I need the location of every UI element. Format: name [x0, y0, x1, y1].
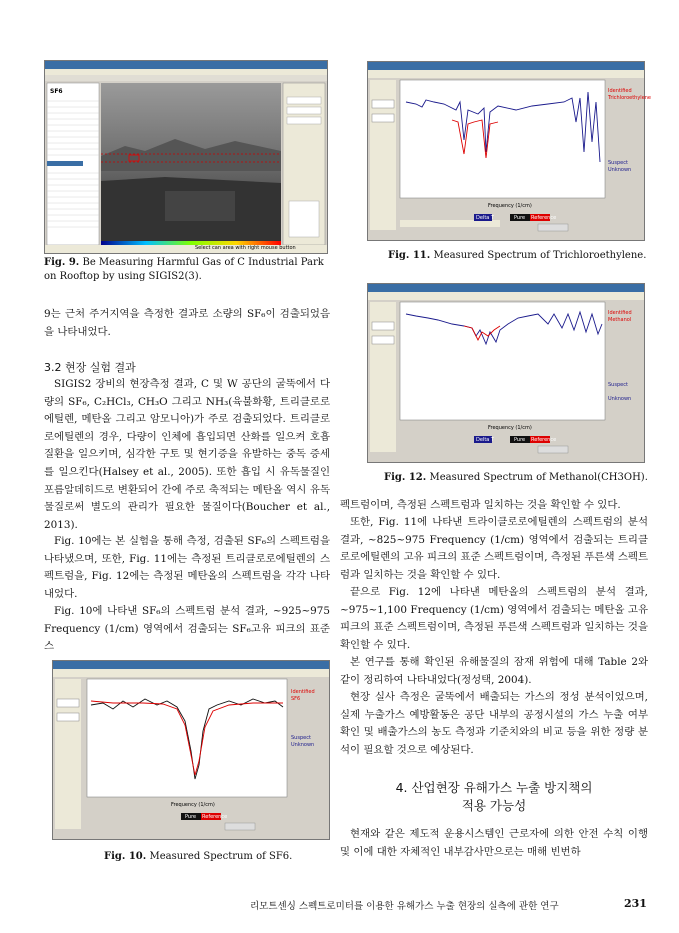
spectrum-window-graphic [53, 661, 329, 839]
reference-label: Reference [202, 814, 228, 820]
figure-9-screenshot [44, 60, 328, 254]
caption-label: Fig. 9. [44, 257, 80, 268]
spectrum-window-graphic [368, 284, 644, 462]
identified-compound: SF6 [291, 696, 301, 702]
suspect-label: Suspect [608, 382, 628, 388]
figure-12-screenshot [367, 283, 645, 463]
x-axis-label: Frequency (1/cm) [171, 802, 215, 808]
identified-label: Identified [291, 689, 315, 695]
right-paragraph-5: 현장 실사 측정은 굴뚝에서 배출되는 가스의 정성 분석이었으며, 실제 누출가스 예방활동은 공단 내부의 공정시설의 가스 누출 여부 확인 및 배출가스의 농도 측정과 기준치와의 비교 등을 위한 정량 분석이 필요할 것으로 예상된다. [340, 691, 648, 756]
right-paragraph-3: 끝으로 Fig. 12에 나타낸 메탄올의 스펙트럼의 분석 결과, ~975~1,100 Frequency (1/cm) 영역에서 검출되는 메탄올 고유 피크의 표준 스펙트럼이며, 측정된 푸른색 스펙트럼과 일치하는 것을 확인할 수 있다. [340, 586, 648, 651]
x-axis-label: Frequency (1/cm) [488, 203, 532, 209]
figure-10-screenshot [52, 660, 330, 840]
pure-label: Pure [514, 437, 526, 443]
gas-label: SF6 [50, 88, 63, 95]
left-paragraph-4: Fig. 10에 나타낸 SF₆의 스펙트럼 분석 결과, ~925~975 Frequency (1/cm) 영역에서 검출되는 SF₆고유 피크의 표준 스 [44, 605, 330, 653]
caption-label: Fig. 12. [384, 472, 427, 483]
left-paragraph-2: SIGIS2 장비의 현장측정 결과, C 및 W 공단의 굴뚝에서 다량의 SF₆, C₂HCl₃, CH₃O 그리고 NH₃(육불화황, 트리클로로에틸렌, 메탄올 그리고 암모니아)가 주로 검출되었다. 트리클로로에틸렌의 경우, 다량이 인체에 흡입되면 산화를 일으켜 호흡질환을 일으키며, 심각한 구토 및 현기증을 유발하는 중독 증세를 일으킨다(Halsey et al., 2005). 또한 흡입 시 유독물질인 포름알데히드로 변환되어 간에 주로 축적되는 메탄올 역시 유독물질로써 별도의 관리가 필요한 물질이다(Boucher et al., 2013). [44, 378, 330, 531]
caption-label: Fig. 11. [388, 250, 431, 261]
right-paragraph-2: 또한, Fig. 11에 나타낸 트라이클로로에틸렌의 스펙트럼의 분석 결과, ~825~975 Frequency (1/cm) 영역에서 검출되는 트리클로로에틸렌의 고유 피크의 표준 스펙트럼이며, 측정된 푸른색 스펙트럼과 일치하는 것을 확인할 수 있다. [340, 516, 648, 581]
right-paragraph-4: 본 연구를 통해 확인된 유해물질의 잠재 위험에 대해 Table 2와 같이 정리하여 나타내었다(정성택, 2004). [340, 656, 648, 686]
figure-10-caption [104, 850, 324, 864]
heading-line-2: 적용 가능성 [461, 798, 527, 813]
delta-label: Delta T [476, 215, 494, 221]
caption-text: Measured Spectrum of SF6. [149, 851, 293, 862]
section-heading-3-2: 3.2 현장 실험 결과 [44, 361, 136, 374]
figure-9-caption [44, 256, 328, 284]
unknown-label: Unknown [608, 167, 632, 173]
caption-text: Be Measuring Harmful Gas of C Industrial Park on Rooftop by using SIGIS2(3). [44, 257, 324, 282]
identified-label: Identified [608, 310, 632, 316]
identified-label: Identified [608, 88, 632, 94]
right-paragraph-6: 현재와 같은 제도적 운용시스템인 근로자에 의한 안전 수칙 이행 및 이에 대한 자체적인 내부감사만으로는 매해 빈번하 [340, 828, 648, 858]
identified-compound: Trichloroethylene [608, 95, 652, 101]
x-axis-label: Frequency (1/cm) [488, 425, 532, 431]
pure-label: Pure [185, 814, 197, 820]
left-paragraph-1: 9는 근처 주거지역을 측정한 결과로 소량의 SF₆이 검출되었음을 나타내었다. [44, 308, 330, 338]
heading-line-1: 4. 산업현장 유해가스 누출 방지책의 [395, 780, 593, 795]
status-text: Select can area with right mouse button [195, 245, 296, 251]
reference-label: Reference [531, 215, 557, 221]
unknown-label: Unknown [291, 742, 315, 748]
left-paragraph-3: Fig. 10에는 본 실험을 통해 측정, 검출된 SF₆의 스펙트럼을 나타냈으며, 또한, Fig. 11에는 측정된 트리클로로에틸렌의 스펙트럼을, Fig. 12에는 측정된 메탄올의 스펙트럼을 각각 나타내었다. [44, 535, 330, 600]
running-title: 리모트센싱 스펙트로미터를 이용한 유해가스 누출 현장의 실측에 관한 연구 [250, 901, 559, 912]
identified-compound: Methanol [608, 317, 632, 323]
suspect-label: Suspect [291, 735, 311, 741]
right-paragraph-1: 펙트럼이며, 측정된 스펙트럼과 일치하는 것을 확인할 수 있다. [340, 499, 621, 511]
figure-11-screenshot [367, 61, 652, 241]
spectrum-window-graphic [368, 62, 644, 240]
suspect-label: Suspect [608, 160, 628, 166]
unknown-label: Unknown [608, 396, 632, 402]
delta-label: Delta T [476, 437, 494, 443]
figure-11-caption [388, 249, 648, 263]
page-number: 231 [624, 897, 647, 910]
reference-label: Reference [531, 437, 557, 443]
caption-label: Fig. 10. [104, 851, 147, 862]
caption-text: Measured Spectrum of Trichloroethylene. [433, 250, 647, 261]
caption-text: Measured Spectrum of Methanol(CH3OH). [429, 472, 648, 483]
sigis2-window-graphic [45, 61, 327, 253]
figure-12-caption [384, 471, 648, 485]
pure-label: Pure [514, 215, 526, 221]
section-heading-4 [340, 779, 648, 815]
